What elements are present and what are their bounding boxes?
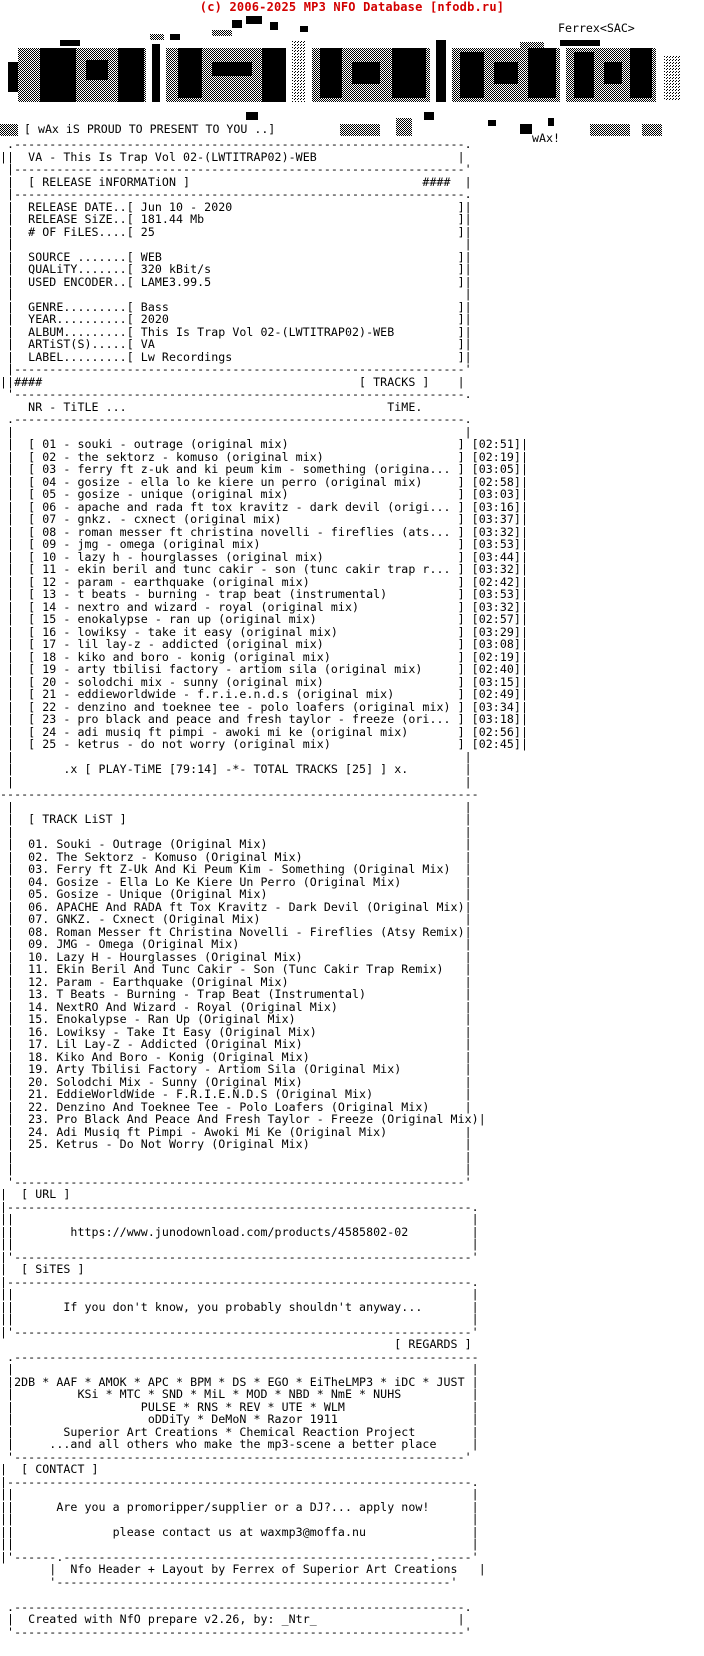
track-row: | [ 16 - lowiksy - take it easy (original mix) ] [03:29]|	[7, 624, 529, 639]
track-list-item: | 08. Roman Messer ft Christina Novelli - Fireflies (Atsy Remix)|	[7, 924, 472, 939]
track-list-item: | 12. Param - Earthquake (Original Mix) |	[7, 974, 472, 989]
track-row: | [ 15 - enokalypse - ran up (original mix) ] [02:57]|	[7, 612, 529, 626]
rule: |'-----------------------------------------------------------------'	[0, 1324, 479, 1339]
release-info-row: | # OF FiLES....[ 25 ]|	[7, 224, 472, 239]
nfo-text	[0, 138, 704, 1638]
track-row: | [ 21 - eddieworldwide - f.r.i.e.n.d.s (original mix) ] [02:49]|	[7, 687, 529, 701]
regards-line: |2DB * AAF * AMOK * APC * BPM * DS * EGO * EiTheLMP3 * iDC * JUST |	[7, 1374, 479, 1389]
track-row: | [ 17 - lil lay-z - addicted (original mix) ] [03:08]|	[7, 637, 529, 651]
created-with: | Created with NfO prepare v2.26, by: _Ntr_ |	[7, 1612, 465, 1626]
release-info-row: | SOURCE .......[ WEB ]|	[7, 249, 472, 264]
track-row: | [ 24 - adi musiq ft pimpi - awoki mi ke (original mix) ] [02:56]|	[7, 724, 529, 739]
release-info-row: | QUALiTY.......[ 320 kBit/s ]|	[7, 262, 472, 276]
release-info-row: | RELEASE DATE..[ Jun 10 - 2020 ]|	[7, 199, 472, 214]
rule: .------------------------------------------------------------------	[7, 1349, 479, 1364]
release-info-row: | LABEL.........[ Lw Recordings ]|	[7, 349, 472, 364]
rule: |------------------------------------------------------------------.	[0, 1474, 479, 1489]
section-release-info: | [ RELEASE iNFORMATiON ] #### |	[7, 174, 472, 189]
section-regards: [ REGARDS ]	[394, 1337, 472, 1351]
layout-credit: | Nfo Header + Layout by Ferrex of Superior Art Creations |	[49, 1562, 486, 1576]
rule: |----------------------------------------------------------------'	[7, 162, 472, 176]
track-row: | [ 25 - ketrus - do not worry (original mix) ] [02:45]|	[7, 737, 529, 751]
ascii-author: Ferrex<SAC>	[558, 21, 635, 35]
contact-line: || Are you a promoripper/supplier or a DJ?... apply now! |	[0, 1499, 479, 1514]
rule: |----------------------------------------------------------------'	[7, 362, 472, 376]
regards-line: | ...and all others who make the mp3-scene a better place |	[7, 1437, 479, 1451]
rule: '----------------------------------------------------------------'	[7, 1174, 472, 1189]
track-row: | [ 08 - roman messer ft christina novelli - fireflies (ats... ] [03:32]|	[7, 524, 529, 539]
track-row: | [ 20 - solodchi mix - sunny (original mix) ] [03:15]|	[7, 674, 529, 689]
track-row: | [ 12 - param - earthquake (original mix) ] [02:42]|	[7, 574, 529, 589]
track-list-item: | 05. Gosize - Unique (Original Mix) |	[7, 887, 472, 901]
track-list-item: | 22. Denzino And Toeknee Tee - Polo Loafers (Original Mix) |	[7, 1099, 472, 1114]
blank-row: | |	[7, 237, 472, 251]
track-row: | [ 04 - gosize - ella lo ke kiere un perro (original mix) ] [02:58]|	[7, 474, 529, 489]
blank-row: | |	[7, 1362, 479, 1376]
blank-row: | |	[7, 749, 472, 764]
track-list-item: | 23. Pro Black And Peace And Fresh Taylor - Freeze (Original Mix)|	[7, 1112, 486, 1126]
track-list-item: | 25. Ketrus - Do Not Worry (Original Mix) |	[7, 1137, 472, 1151]
contact-email: || please contact us at waxmp3@moffa.nu |	[0, 1524, 479, 1539]
blank-row: || |	[0, 1537, 479, 1551]
blank-row: || |	[0, 1512, 479, 1526]
track-row: | [ 02 - the sektorz - komuso (original mix) ] [02:19]|	[7, 449, 529, 464]
rule: '----------------------------------------------------------------'	[7, 1624, 472, 1639]
track-list-item: | 06. APACHE And RADA ft Tox Kravitz - Dark Devil (Original Mix)|	[7, 899, 472, 914]
rule: .----------------------------------------------------------------.	[7, 1599, 472, 1614]
track-list-item: | 09. JMG - Omega (Original Mix) |	[7, 937, 472, 951]
rule: |------------------------------------------------------------------.	[0, 1274, 479, 1289]
track-list-item: | 14. NextRO And Wizard - Royal (Original Mix) |	[7, 999, 472, 1014]
track-row: | [ 10 - lazy h - hourglasses (original mix) ] [03:44]|	[7, 549, 529, 564]
sites-text: || If you don't know, you probably shouldn't anyway... |	[0, 1299, 479, 1314]
release-info-row: | USED ENCODER..[ LAME3.99.5 ]|	[7, 274, 472, 289]
track-list-item: | 17. Lil Lay-Z - Addicted (Original Mix) |	[7, 1037, 472, 1051]
regards-line: | Superior Art Creations * Chemical Reaction Project |	[7, 1424, 479, 1439]
track-list-item: | 11. Ekin Beril And Tunc Cakir - Son (Tunc Cakir Trap Remix) |	[7, 962, 472, 976]
blank-row: | |	[7, 424, 472, 439]
section-track-list: | [ TRACK LiST ] |	[7, 812, 472, 826]
track-row: | [ 18 - kiko and boro - konig (original mix) ] [02:19]|	[7, 649, 529, 664]
section-sites: | [ SiTES ]	[0, 1262, 85, 1276]
play-summary: | .x [ PLAY-TiME [79:14] -*- TOTAL TRACKS [25] ] x. |	[7, 762, 472, 776]
blank-row: || |	[0, 1287, 479, 1301]
track-row: | [ 11 - ekin beril and tunc cakir - son (tunc cakir trap r... ] [03:32]|	[7, 562, 529, 576]
blank-row: || |	[0, 1237, 479, 1251]
blank-row: | |	[7, 1149, 472, 1164]
blank-row: | |	[7, 799, 472, 814]
rule: '----------------------------------------------------------------.	[7, 387, 472, 401]
track-list-item: | 13. T Beats - Burning - Trap Beat (Instrumental) |	[7, 987, 472, 1001]
wax-logo	[0, 0, 704, 138]
blank-row: | |	[7, 824, 472, 839]
section-contact: | [ CONTACT ]	[0, 1462, 99, 1476]
track-list-item: | 15. Enokalypse - Ran Up (Original Mix) |	[7, 1012, 472, 1026]
track-row: | [ 13 - t beats - burning - trap beat (instrumental) ] [03:53]|	[7, 587, 529, 601]
blank-row: || |	[0, 1312, 479, 1326]
track-row: | [ 19 - arty tbilisi factory - artiom sila (original mix) ] [02:40]|	[7, 662, 529, 676]
rule: '--------------------------------------------------------'	[49, 1574, 458, 1589]
release-info-row: | GENRE.........[ Bass ]|	[7, 299, 472, 314]
section-url: | [ URL ]	[0, 1187, 71, 1201]
track-row: | [ 22 - denzino and toeknee tee - polo loafers (original mix) ] [03:34]|	[7, 699, 529, 714]
track-list-item: | 24. Adi Musiq ft Pimpi - Awoki Mi Ke (Original Mix) |	[7, 1124, 472, 1139]
track-list-item: | 16. Lowiksy - Take It Easy (Original Mix) |	[7, 1024, 472, 1039]
blank-row: | |	[7, 287, 472, 301]
database-credit[interactable]: (c) 2006-2025 MP3 NFO Database [nfodb.ru]	[199, 0, 505, 14]
rule: |'------.----------------------------------------------------.-----'	[0, 1549, 479, 1564]
box-top: .----------------------------------------------------------------.	[7, 137, 472, 151]
track-list-item: | 18. Kiko And Boro - Konig (Original Mix) |	[7, 1049, 472, 1064]
rule: --------------------------------------------------------------------	[0, 787, 479, 801]
release-title: || VA - This Is Trap Vol 02-(LWTITRAP02)-WEB |	[0, 149, 465, 164]
track-row: | [ 03 - ferry ft z-uk and ki peum kim - something (origina... ] [03:05]|	[7, 462, 529, 476]
release-info-row: | ARTiST(S).....[ VA ]|	[7, 337, 472, 351]
track-row: | [ 07 - gnkz. - cxnect (original mix) ] [03:37]|	[7, 512, 529, 526]
track-list-item: | 04. Gosize - Ella Lo Ke Kiere Un Perro (Original Mix) |	[7, 874, 472, 889]
track-list-item: | 19. Arty Tbilisi Factory - Artiom Sila (Original Mix) |	[7, 1062, 472, 1076]
track-row: | [ 23 - pro black and peace and fresh taylor - freeze (ori... ] [03:18]|	[7, 712, 529, 726]
blank-row: | |	[7, 1162, 472, 1176]
url-link[interactable]: || https://www.junodownload.com/products/4585802-02 |	[0, 1224, 479, 1239]
track-row: | [ 09 - jmg - omega (original mix) ] [03:53]|	[7, 537, 529, 551]
track-list-item: | 20. Solodchi Mix - Sunny (Original Mix) |	[7, 1074, 472, 1089]
blank-row: || |	[0, 1212, 479, 1226]
track-row: | [ 06 - apache and rada ft tox kravitz - dark devil (origi... ] [03:16]|	[7, 499, 529, 514]
track-row: | [ 05 - gosize - unique (original mix) ] [03:03]|	[7, 487, 529, 501]
rule: .----------------------------------------------------------------.	[7, 412, 472, 426]
release-info-row: | ALBUM.........[ This Is Trap Vol 02-(LWTITRAP02)-WEB ]|	[7, 324, 472, 339]
track-row: | [ 14 - nextro and wizard - royal (original mix) ] [03:32]|	[7, 599, 529, 614]
track-row: | [ 01 - souki - outrage (original mix) ] [02:51]|	[7, 437, 529, 451]
track-list-item: | 03. Ferry ft Z-Uk And Ki Peum Kim - Something (Original Mix) |	[7, 862, 472, 876]
blank-row: || |	[0, 1487, 479, 1501]
tracks-header: NR - TiTLE ... TiME.	[28, 399, 423, 414]
release-info-row: | RELEASE SiZE..[ 181.44 Mb ]|	[7, 212, 472, 226]
regards-line: | KSi * MTC * SND * MiL * MOD * NBD * NmE * NUHS |	[7, 1387, 479, 1401]
section-tracks: ||#### [ TRACKS ] |	[0, 374, 465, 389]
track-list-item: | 01. Souki - Outrage (Original Mix) |	[7, 837, 472, 851]
track-list-item: | 02. The Sektorz - Komuso (Original Mix) |	[7, 849, 472, 864]
track-list-item: | 10. Lazy H - Hourglasses (Original Mix) |	[7, 949, 472, 964]
proud-line: [ wAx iS PROUD TO PRESENT TO YOU ..]	[24, 122, 276, 136]
rule: |'-----------------------------------------------------------------'	[0, 1249, 479, 1264]
rule: '----------------------------------------------------------------'	[7, 1449, 472, 1464]
track-list-item: | 21. EddieWorldWide - F.R.I.E.N.D.S (Original Mix) |	[7, 1087, 472, 1101]
release-info-row: | YEAR..........[ 2020 ]|	[7, 312, 472, 326]
rule: |----------------------------------------------------------------.	[7, 187, 472, 201]
regards-line: | oDDiTy * DeMoN * Razor 1911 |	[7, 1412, 479, 1426]
wax-small: wAx!	[532, 131, 560, 145]
rule: |------------------------------------------------------------------.	[0, 1199, 479, 1214]
track-list-item: | 07. GNKZ. - Cxnect (Original Mix) |	[7, 912, 472, 926]
nfo-header	[0, 0, 704, 145]
regards-line: | PULSE * RNS * REV * UTE * WLM |	[7, 1399, 479, 1414]
blank-row: | |	[7, 774, 472, 789]
